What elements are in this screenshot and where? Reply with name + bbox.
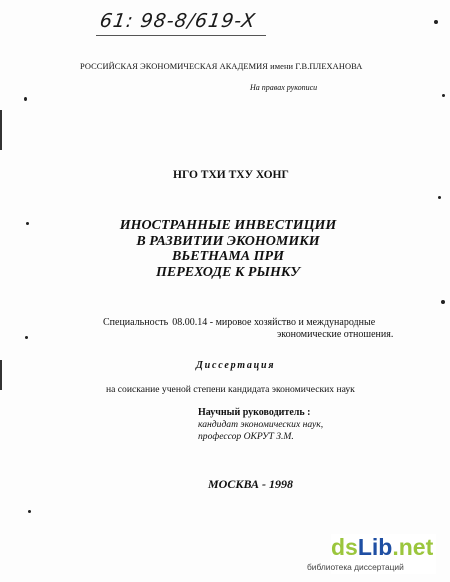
city-year: МОСКВА - 1998 [208, 477, 294, 491]
specialty-code: 08.00.14 - [172, 317, 214, 328]
specialty-label: Специальность [103, 317, 169, 328]
specialty-line [103, 317, 375, 329]
degree-purpose: на соискание ученой степени кандидата экономических наук [106, 384, 355, 395]
scan-speck [434, 20, 438, 24]
title-line-1: ИНОСТРАННЫЕ ИНВЕСТИЦИИ [119, 218, 337, 233]
scan-speck [438, 196, 441, 199]
dissertation-title [108, 218, 348, 280]
supervisor-name: профессор ОКРУТ З.М. [198, 431, 294, 442]
supervisor-degree: кандидат экономических наук, [198, 419, 324, 430]
scan-speck [28, 510, 31, 513]
document-type: Диссертация [196, 360, 276, 371]
dslib-tagline: библиотека диссертаций [307, 562, 404, 572]
scan-speck [25, 336, 28, 339]
scan-edge-mark [0, 360, 2, 390]
scan-speck [24, 97, 27, 101]
scan-speck [442, 94, 445, 97]
dslib-watermark [307, 534, 436, 574]
handwritten-archive-number: 61: 98-8/619-X [98, 10, 258, 32]
specialty-description-continued: экономические отношения. [277, 329, 394, 340]
scan-edge-mark [0, 110, 2, 150]
academy-name: РОССИЙСКАЯ ЭКОНОМИЧЕСКАЯ АКАДЕМИЯ имени Г.В.ПЛЕХАНОВА [80, 62, 363, 71]
specialty-description: мировое хозяйство и международные [215, 317, 376, 328]
handwritten-underline [96, 35, 266, 36]
manuscript-rights-note: На правах рукописи [250, 83, 318, 92]
author-name: НГО ТХИ ТХУ ХОНГ [173, 169, 289, 181]
supervisor-label: Научный руководитель : [198, 407, 311, 418]
dslib-logo: dsLib.net [331, 534, 434, 560]
title-line-4: ПЕРЕХОДЕ К РЫНКУ [156, 264, 300, 280]
title-line-2: В РАЗВИТИИ ЭКОНОМИКИ [136, 233, 320, 249]
scan-speck [441, 300, 445, 304]
title-line-3: ВЬЕТНАМА ПРИ [172, 249, 284, 264]
scan-speck [26, 222, 29, 225]
